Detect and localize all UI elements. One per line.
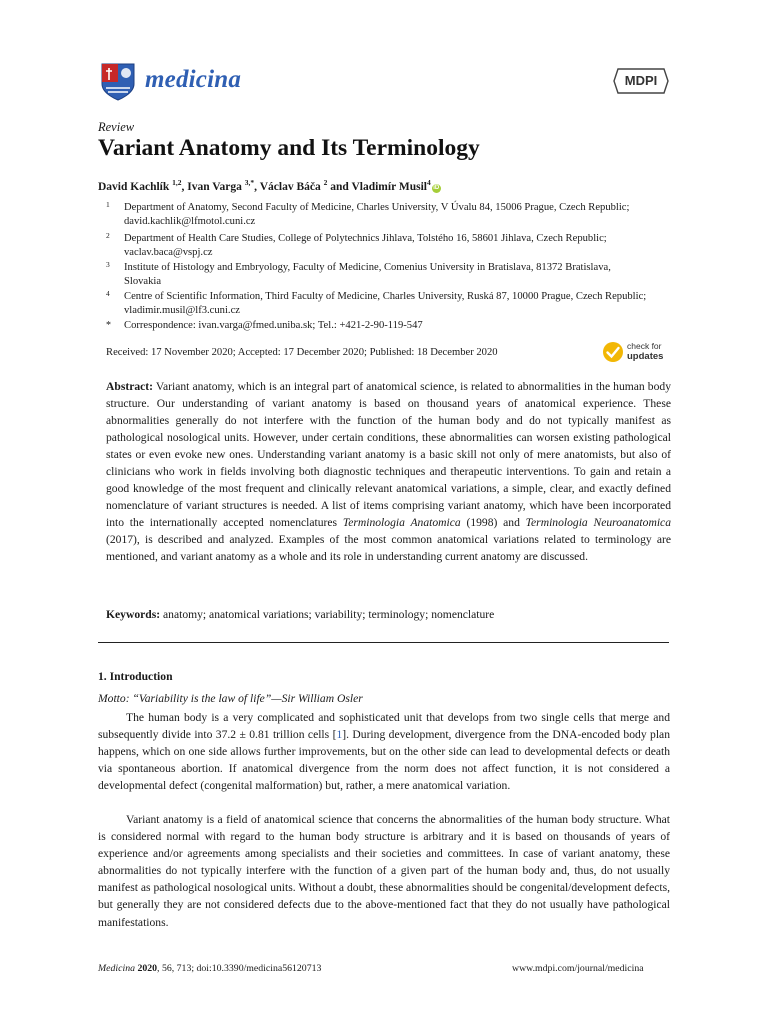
affiliation-number: * [106, 320, 111, 331]
citation-link[interactable]: 1 [336, 728, 343, 742]
footer-details: , 56, 713; doi:10.3390/medicina56120713 [157, 963, 322, 974]
journal-name[interactable]: medicina [145, 66, 242, 93]
author-affiliation-marker: 1,2 [172, 178, 182, 187]
keywords-label: Keywords: [106, 608, 161, 621]
check-badge-line1: check for [627, 341, 662, 351]
abstract-text: (1998) and [460, 516, 526, 529]
author-affiliation-marker: 2 [323, 178, 328, 187]
author-affiliation-marker: 3,* [244, 178, 255, 187]
author-list: David Kachlík $^{1,2}$, Ivan Varga $^{3,*}$, Václav Báča $^2$ and Vladimír Musil$^4$iD [98, 178, 440, 193]
journal-logo [100, 62, 136, 102]
mdpi-logo-text: MDPI [624, 73, 658, 88]
affiliation-number: 2 [106, 231, 110, 240]
footer-year: 2020 [137, 963, 158, 974]
abstract-tna: Terminologia Neuroanatomica [525, 516, 671, 529]
author-name[interactable]: Václav Báča [259, 180, 321, 193]
section-heading: 1. Introduction [98, 670, 173, 683]
affiliation-text: Department of Anatomy, Second Faculty of Medicine, Charles University, V Úvalu 84, 15006 Prague, Czech Republic; david.kachlik@lfmotol.cuni.cz [124, 202, 630, 227]
keywords-text: anatomy; anatomical variations; variability; terminology; nomenclature [163, 608, 495, 621]
keywords [106, 608, 671, 621]
correspondence-text: Correspondence: ivan.varga@fmed.uniba.sk; Tel.: +421-2-90-119-547 [124, 320, 423, 331]
abstract [106, 378, 671, 565]
mdpi-logo[interactable] [612, 66, 670, 96]
author-name[interactable]: Vladimír Musil [351, 180, 427, 193]
abstract-text: Variant anatomy, which is an integral part of anatomical science, is related to abnormalities in the human body structure. Our understanding of variant anatomy is based on thousand years of anatomical experience. These abnormalities generally do not interfere with the function of the human body and do not typically manifest as pathological nosological units. However, under certain conditions, these abnormalities can worsen existing pathological states or even evoke new ones. Understanding variant anatomy is a basic skill not only of mere anatomists, but also of clinicians who work in fields involving both diagnostic techniques and therapeutic interventions. To gain and retain a good knowledge of the most frequent and clinically relevant anatomical variations, a simple, clear, and exactly defined nomenclature of variant structures is needed. A list of items comprising variant anatomy, which have been incorporated into the internationally accepted nomenclatures [106, 380, 671, 529]
section-divider [98, 642, 669, 643]
affiliation-text: Department of Health Care Studies, College of Polytechnics Jihlava, Tolstého 16, 58601 Jihlava, Czech Republic; vaclav.baca@vspj.cz [124, 233, 607, 258]
check-updates-icon [602, 341, 624, 363]
affiliation-text: Institute of Histology and Embryology, Faculty of Medicine, Comenius University in Bratislava, 81372 Bratislava, Slovakia [124, 262, 611, 287]
motto: Motto: “Variability is the law of life”—Sir William Osler [98, 692, 363, 705]
abstract-label: Abstract: [106, 380, 154, 393]
check-for-updates-badge[interactable] [602, 340, 670, 364]
abstract-ta: Terminologia Anatomica [342, 516, 461, 529]
affiliation-number: 4 [106, 289, 110, 298]
paragraph-text: ]. During development, divergence from the DNA-encoded body plan happens, which on one side allows further improvements, but on the other side can lead to developmental defects or death via spontaneous abortion. If anatomical divergence from the norm does not affect function, it is not considered a developmental defect (congenital malformation) but, rather, a mere anatomical variation. [98, 728, 670, 793]
abstract-text: (2017), is described and analyzed. Examples of the most common anatomical variations related to terminology are mentioned, and variant anatomy as a whole and its role in understanding current anatomy are discussed. [106, 533, 671, 563]
paragraph: Variant anatomy is a field of anatomical science that concerns the abnormalities of the human body structure. What is considered normal with regard to the human body structure is arbitrary and it is based on thousands of years of experience and/or agreements among specialists and their societies and committees. In case of variant anatomy, these abnormalities do not typically interfere with the function of a given part of the human body and, thus, do not usually manifest as pathological nosological units. Without a doubt, these abnormalities should be congenital/development defects, but generally they are not considered defects due to the above-mentioned fact that they do not usually have pathological manifestations. [98, 813, 670, 929]
affiliation-text: Centre of Scientific Information, Third Faculty of Medicine, Charles University, Ruská 87, 10000 Prague, Czech Republic; vladimir.musil@lf3.cuni.cz [124, 291, 647, 316]
article-title: Variant Anatomy and Its Terminology [98, 135, 480, 161]
affiliation-number: 3 [106, 260, 110, 269]
affiliation-number: 1 [106, 200, 110, 209]
author-affiliation-marker: 4 [426, 178, 431, 187]
citation-footer [98, 963, 321, 974]
paragraph-text: The human body is a very complicated and sophisticated unit that develops from two single cells that merge and subsequently divide into 37.2 ± 0.81 trillion cells [ [98, 711, 670, 742]
author-name[interactable]: David Kachlík [98, 180, 170, 193]
author-name[interactable]: Ivan Varga [187, 180, 242, 193]
article-type: Review [98, 120, 135, 134]
footer-url[interactable]: www.mdpi.com/journal/medicina [512, 963, 644, 974]
footer-journal: Medicina [98, 963, 135, 974]
paragraph [98, 709, 670, 794]
orcid-icon[interactable]: iD [433, 184, 440, 191]
publication-dates: Received: 17 November 2020; Accepted: 17 December 2020; Published: 18 December 2020 [106, 347, 498, 358]
check-badge-line2: updates [627, 351, 664, 362]
